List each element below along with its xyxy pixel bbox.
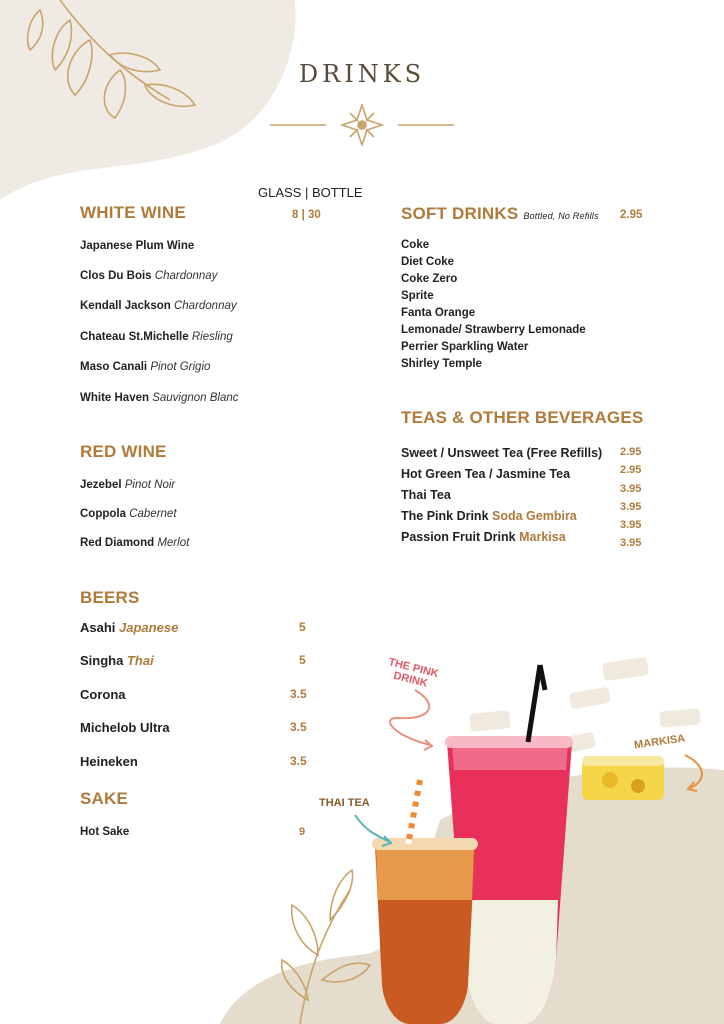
soft-drinks-heading: SOFT DRINKS Bottled, No Refills <box>401 204 599 223</box>
markisa-drink-icon <box>582 756 664 800</box>
list-item: The Pink Drink Soda Gembira <box>401 509 577 523</box>
list-item: Singha Thai <box>80 653 154 668</box>
list-item: Coke Zero <box>401 273 458 285</box>
beer-price: 3.5 <box>290 687 307 701</box>
glass-bottle-header: GLASS | BOTTLE <box>258 185 363 200</box>
list-item: Lemonade/ Strawberry Lemonade <box>401 324 586 336</box>
tea-price: 2.95 <box>620 464 642 476</box>
page-title: DRINKS <box>298 60 426 88</box>
white-wine-heading: WHITE WINE <box>80 203 186 222</box>
list-item: Jezebel Pinot Noir <box>80 479 176 491</box>
list-item: Chateau St.Michelle Riesling <box>80 331 233 343</box>
beer-price: 3.5 <box>290 754 307 768</box>
list-item: Sweet / Unsweet Tea (Free Refills) <box>401 446 603 460</box>
list-item: White Haven Sauvignon Blanc <box>80 392 239 404</box>
list-item: Hot Green Tea / Jasmine Tea <box>401 467 571 481</box>
ornament-divider-icon <box>270 104 456 146</box>
list-item: Thai Tea <box>401 488 451 502</box>
tea-price: 3.95 <box>620 537 642 549</box>
soft-drinks-note: Bottled, No Refills <box>523 211 599 221</box>
beer-price: 5 <box>299 653 306 667</box>
list-item: Japanese Plum Wine <box>80 240 195 252</box>
sake-heading: SAKE <box>80 789 129 808</box>
list-item: Passion Fruit Drink Markisa <box>401 530 566 544</box>
list-item: Fanta Orange <box>401 307 476 319</box>
sake-price: 9 <box>299 826 306 838</box>
pink-drink-label: THE PINK DRINK <box>387 656 440 690</box>
tea-price: 2.95 <box>620 446 642 458</box>
list-item: Asahi Japanese <box>80 620 179 635</box>
beers-heading: BEERS <box>80 588 140 607</box>
white-wine-price: 8 | 30 <box>292 209 321 221</box>
teas-heading: TEAS & OTHER BEVERAGES <box>401 408 644 427</box>
list-item: Sprite <box>401 290 434 302</box>
list-item: Corona <box>80 687 126 702</box>
markisa-label: MARKISA <box>633 732 686 752</box>
list-item: Shirley Temple <box>401 358 482 370</box>
tea-price: 3.95 <box>620 519 642 531</box>
red-wine-heading: RED WINE <box>80 442 167 461</box>
beer-price: 3.5 <box>290 720 307 734</box>
thai-tea-label: THAI TEA <box>319 797 370 809</box>
list-item: Kendall Jackson Chardonnay <box>80 300 237 312</box>
list-item: Clos Du Bois Chardonnay <box>80 270 218 282</box>
list-item: Hot Sake <box>80 826 130 838</box>
tea-price: 3.95 <box>620 483 642 495</box>
beer-price: 5 <box>299 620 306 634</box>
list-item: Diet Coke <box>401 256 455 268</box>
list-item: Perrier Sparkling Water <box>401 341 529 353</box>
tea-price: 3.95 <box>620 501 642 513</box>
list-item: Coppola Cabernet <box>80 508 177 520</box>
list-item: Coke <box>401 239 430 251</box>
list-item: Heineken <box>80 754 138 769</box>
list-item: Michelob Ultra <box>80 720 170 735</box>
soft-drinks-price: 2.95 <box>620 209 643 221</box>
list-item: Red Diamond Merlot <box>80 537 190 549</box>
list-item: Maso Canali Pinot Grigio <box>80 361 211 373</box>
